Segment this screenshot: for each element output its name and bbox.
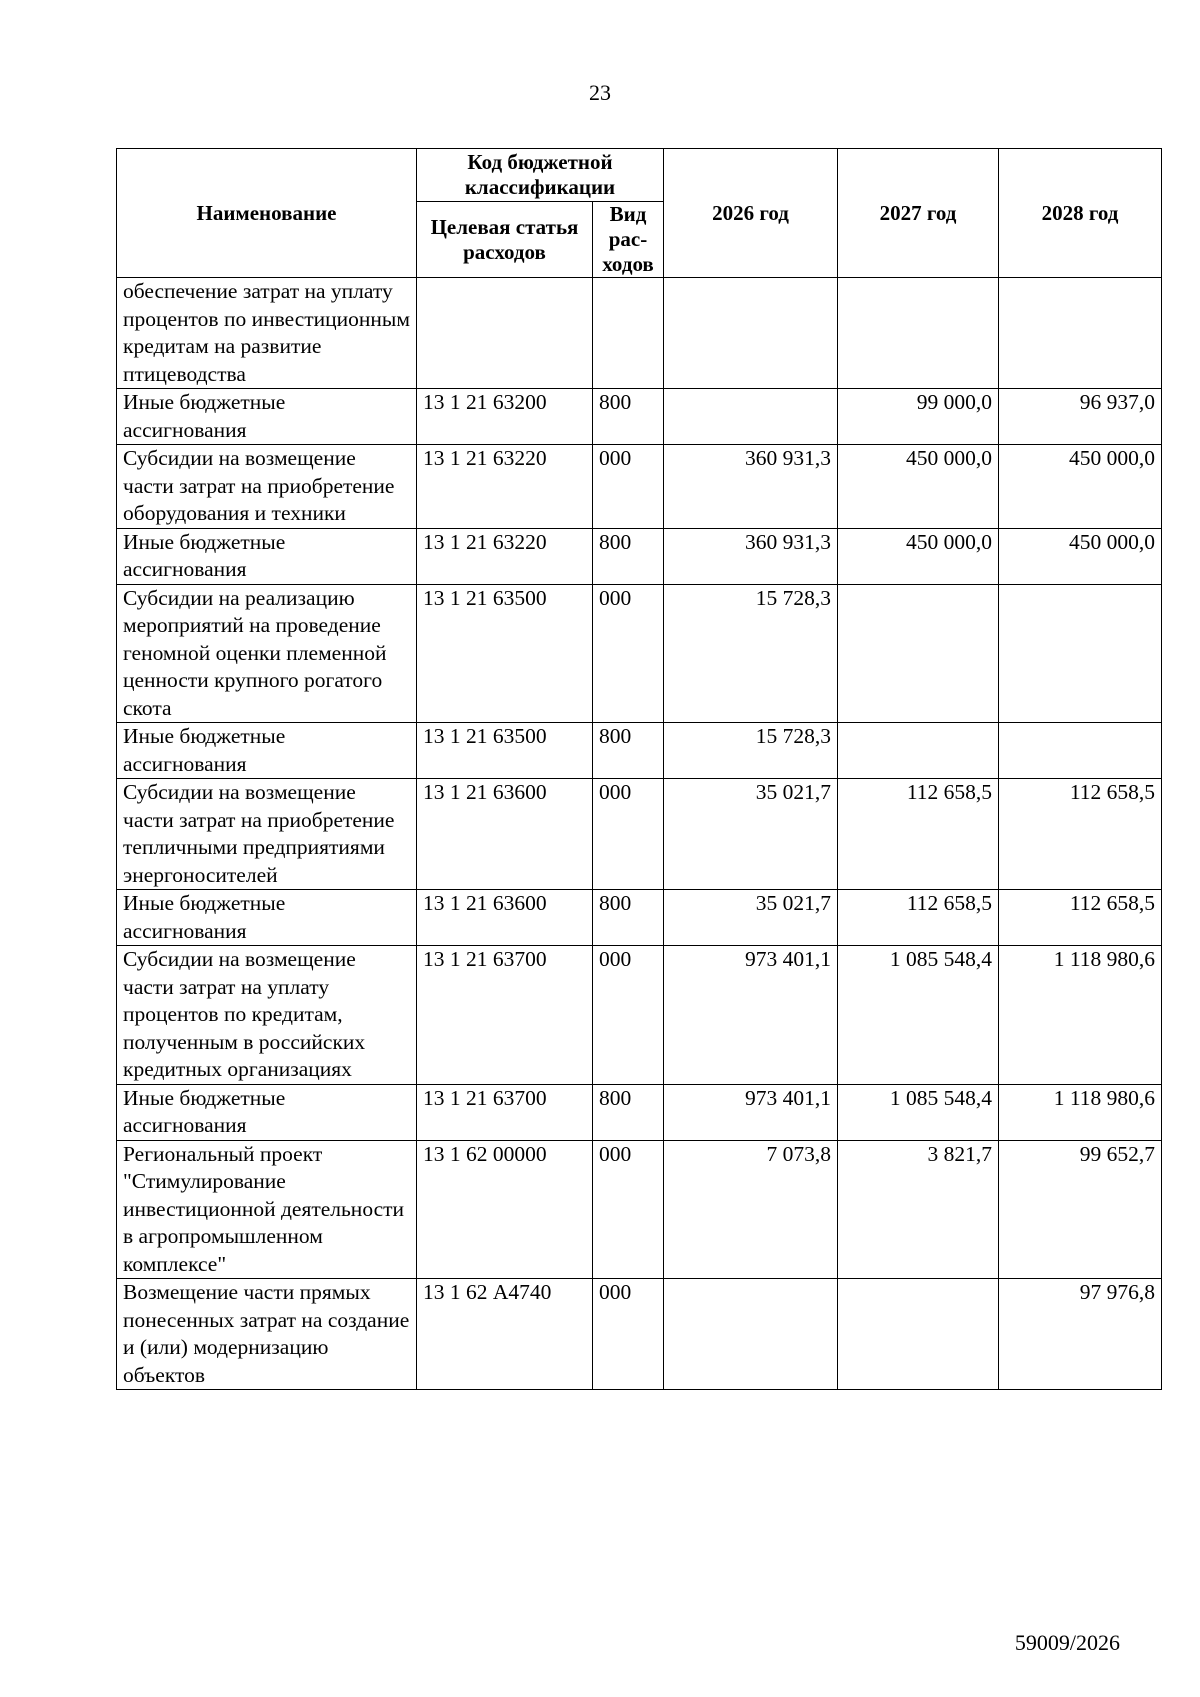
header-year-2026: 2026 год xyxy=(664,149,838,278)
row-code-cell: 13 1 62 00000 xyxy=(417,1140,593,1279)
row-2028-cell: 450 000,0 xyxy=(999,528,1162,584)
row-code-cell: 13 1 21 63500 xyxy=(417,584,593,723)
table-row xyxy=(117,1140,1162,1279)
row-2027-cell: 450 000,0 xyxy=(838,528,999,584)
row-2026-cell: 360 931,3 xyxy=(664,528,838,584)
row-kind-cell: 800 xyxy=(593,528,664,584)
table-header xyxy=(117,149,1162,278)
row-2026-cell: 973 401,1 xyxy=(664,946,838,1085)
row-2028-cell: 450 000,0 xyxy=(999,445,1162,529)
row-kind-cell: 000 xyxy=(593,946,664,1085)
row-2027-cell: 99 000,0 xyxy=(838,389,999,445)
row-name-cell: Субсидии на возмещение части затрат на приобретение оборудования и техники xyxy=(117,445,417,529)
budget-table xyxy=(116,148,1162,1390)
row-name-cell: Субсидии на реализацию мероприятий на проведение геномной оценки племенной ценности крупного рогатого скота xyxy=(117,584,417,723)
row-kind-cell: 800 xyxy=(593,389,664,445)
row-kind-cell: 000 xyxy=(593,445,664,529)
row-code-cell: 13 1 21 63200 xyxy=(417,389,593,445)
header-expense-type: Вид рас-ходов xyxy=(593,202,664,278)
row-2027-cell: 1 085 548,4 xyxy=(838,946,999,1085)
row-2028-cell: 112 658,5 xyxy=(999,779,1162,890)
row-code-cell xyxy=(417,278,593,389)
row-2028-cell xyxy=(999,278,1162,389)
header-target-article: Целевая статья расходов xyxy=(417,202,593,278)
header-name: Наименование xyxy=(117,149,417,278)
row-kind-cell xyxy=(593,278,664,389)
row-name-cell: Иные бюджетные ассигнования xyxy=(117,389,417,445)
row-2026-cell: 7 073,8 xyxy=(664,1140,838,1279)
table-body xyxy=(117,278,1162,1390)
row-kind-cell: 000 xyxy=(593,1140,664,1279)
page-number: 23 xyxy=(589,80,611,105)
row-2027-cell: 112 658,5 xyxy=(838,890,999,946)
row-2026-cell: 35 021,7 xyxy=(664,779,838,890)
row-code-cell: 13 1 21 63700 xyxy=(417,1084,593,1140)
row-2026-cell xyxy=(664,389,838,445)
row-2027-cell: 450 000,0 xyxy=(838,445,999,529)
row-2028-cell: 99 652,7 xyxy=(999,1140,1162,1279)
row-2028-cell: 112 658,5 xyxy=(999,890,1162,946)
row-2028-cell: 96 937,0 xyxy=(999,389,1162,445)
row-2026-cell: 973 401,1 xyxy=(664,1084,838,1140)
row-kind-cell: 800 xyxy=(593,723,664,779)
row-code-cell: 13 1 62 А4740 xyxy=(417,1279,593,1390)
row-name-cell: Субсидии на возмещение части затрат на приобретение тепличными предприятиями энергоносителей xyxy=(117,779,417,890)
table-row xyxy=(117,278,1162,389)
table-row xyxy=(117,1279,1162,1390)
row-code-cell: 13 1 21 63500 xyxy=(417,723,593,779)
row-2026-cell xyxy=(664,1279,838,1390)
row-2026-cell: 35 021,7 xyxy=(664,890,838,946)
row-kind-cell: 000 xyxy=(593,584,664,723)
table-row xyxy=(117,779,1162,890)
row-name-cell: Иные бюджетные ассигнования xyxy=(117,890,417,946)
row-2028-cell xyxy=(999,584,1162,723)
row-2027-cell xyxy=(838,1279,999,1390)
document-number: 59009/2026 xyxy=(1014,1630,1120,1655)
row-code-cell: 13 1 21 63600 xyxy=(417,890,593,946)
row-2027-cell xyxy=(838,584,999,723)
row-2027-cell: 3 821,7 xyxy=(838,1140,999,1279)
table-row xyxy=(117,946,1162,1085)
row-name-cell: Региональный проект "Стимулирование инвестиционной деятельности в агропромышленном комплексе" xyxy=(117,1140,417,1279)
row-name-cell: Иные бюджетные ассигнования xyxy=(117,1084,417,1140)
row-2028-cell: 1 118 980,6 xyxy=(999,946,1162,1085)
row-2026-cell xyxy=(664,278,838,389)
table-row xyxy=(117,1084,1162,1140)
row-2027-cell xyxy=(838,723,999,779)
row-2027-cell: 112 658,5 xyxy=(838,779,999,890)
row-code-cell: 13 1 21 63700 xyxy=(417,946,593,1085)
row-code-cell: 13 1 21 63220 xyxy=(417,445,593,529)
table-row xyxy=(117,723,1162,779)
header-year-2028: 2028 год xyxy=(999,149,1162,278)
table-row xyxy=(117,389,1162,445)
row-name-cell: Иные бюджетные ассигнования xyxy=(117,528,417,584)
table-row xyxy=(117,445,1162,529)
table-row xyxy=(117,890,1162,946)
table-row xyxy=(117,528,1162,584)
row-2026-cell: 15 728,3 xyxy=(664,584,838,723)
row-code-cell: 13 1 21 63600 xyxy=(417,779,593,890)
row-kind-cell: 800 xyxy=(593,890,664,946)
row-2028-cell xyxy=(999,723,1162,779)
row-kind-cell: 000 xyxy=(593,779,664,890)
row-kind-cell: 800 xyxy=(593,1084,664,1140)
table-row xyxy=(117,584,1162,723)
header-code-group: Код бюджетной классификации xyxy=(417,149,664,202)
row-2027-cell: 1 085 548,4 xyxy=(838,1084,999,1140)
row-name-cell: Возмещение части прямых понесенных затрат на создание и (или) модернизацию объектов xyxy=(117,1279,417,1390)
row-2028-cell: 97 976,8 xyxy=(999,1279,1162,1390)
row-kind-cell: 000 xyxy=(593,1279,664,1390)
row-name-cell: Субсидии на возмещение части затрат на уплату процентов по кредитам, полученным в российских кредитных организациях xyxy=(117,946,417,1085)
row-2027-cell xyxy=(838,278,999,389)
row-2028-cell: 1 118 980,6 xyxy=(999,1084,1162,1140)
row-2026-cell: 360 931,3 xyxy=(664,445,838,529)
row-name-cell: Иные бюджетные ассигнования xyxy=(117,723,417,779)
row-code-cell: 13 1 21 63220 xyxy=(417,528,593,584)
row-2026-cell: 15 728,3 xyxy=(664,723,838,779)
header-year-2027: 2027 год xyxy=(838,149,999,278)
row-name-cell: обеспечение затрат на уплату процентов по инвестиционным кредитам на развитие птицеводства xyxy=(117,278,417,389)
